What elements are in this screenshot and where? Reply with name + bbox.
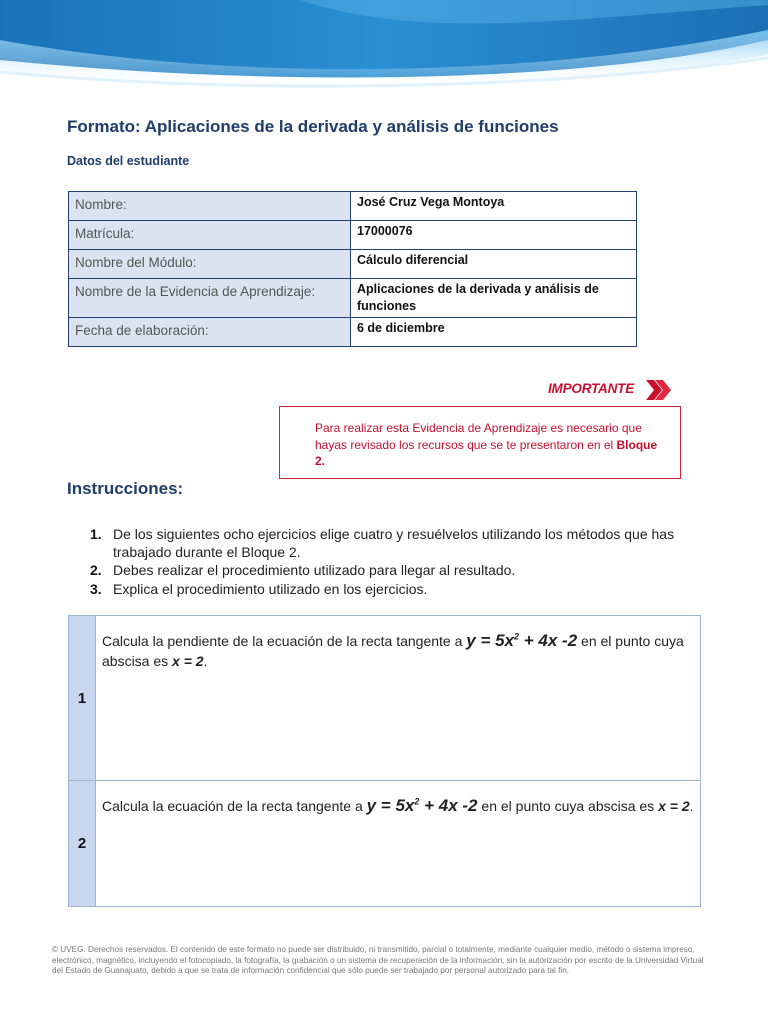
exercise-cell[interactable]	[96, 781, 701, 907]
equation-exponent: 2	[414, 796, 420, 807]
section-subtitle: Datos del estudiante	[67, 154, 190, 168]
exercise-text: Calcula la pendiente de la ecuación de la recta tangente a	[102, 633, 467, 649]
step-number: 3.	[90, 580, 102, 597]
equation-exponent: 2	[514, 631, 520, 642]
instructions-title: Instrucciones:	[67, 479, 184, 498]
exercise-cell[interactable]	[96, 616, 701, 781]
row-value[interactable]: Aplicaciones de la derivada y análisis de funciones	[351, 279, 637, 318]
exercises-table	[68, 615, 701, 907]
row-label: Nombre del Módulo:	[69, 250, 351, 279]
step-number: 1.	[90, 526, 102, 542]
table-row	[69, 192, 637, 221]
list-item	[90, 581, 700, 599]
equation-rest: + 4x -2	[419, 796, 478, 815]
list-item	[90, 562, 700, 580]
table-row	[69, 279, 637, 318]
notice-box	[279, 406, 681, 479]
equation-main: y = 5x	[366, 796, 415, 815]
exercise-end: .	[689, 798, 694, 814]
table-row	[69, 221, 637, 250]
copyright-footer: © UVEG. Derechos reservados. El contenido de este formato no puede ser distribuido, ni transmitido, parcial o totalmente, mediante cualquier medio, método o sistema impreso, electrónico, magnético, incluyendo el fotocopiado, la fotografía, la grabación o un sistema de recuperación de la información, sin la autorización por escrito de la Universidad Virtual del Estado de Guanajuato, debido a que se trata de información confidencial que sólo puede ser trabajado por personal autorizado para tal fin.	[52, 945, 704, 976]
double-chevron-icon	[645, 378, 673, 402]
equation	[466, 631, 577, 650]
point-value: x = 2	[658, 798, 690, 814]
row-label: Nombre de la Evidencia de Aprendizaje:	[69, 279, 351, 318]
equation-rest: + 4x -2	[519, 631, 578, 650]
step-number: 2.	[90, 562, 102, 578]
step-text: De los siguientes ocho ejercicios elige cuatro y resuélvelos utilizando los métodos que has trabajado durante el Bloque 2.	[113, 526, 675, 560]
header-banner	[0, 0, 768, 92]
exercise-text: Calcula la ecuación de la recta tangente a	[102, 798, 367, 814]
notice-text: Para realizar esta Evidencia de Aprendizaje es necesario que hayas revisado los recursos que se te presentaron en el	[315, 421, 642, 452]
row-value[interactable]: 17000076	[351, 221, 637, 250]
list-item	[90, 526, 700, 561]
step-text: Explica el procedimiento utilizado en los ejercicios.	[113, 580, 428, 597]
row-label: Nombre:	[69, 192, 351, 221]
row-value[interactable]: José Cruz Vega Montoya	[351, 192, 637, 221]
exercise-number: 1	[69, 616, 96, 781]
notice-bold: Bloque 2.	[315, 437, 658, 469]
row-label: Fecha de elaboración:	[69, 318, 351, 347]
exercise-text: en el punto cuya abscisa es	[477, 798, 659, 814]
exercise-end: .	[203, 653, 208, 670]
point-value: x = 2	[172, 653, 204, 670]
exercise-number: 2	[69, 781, 96, 907]
row-value[interactable]: 6 de diciembre	[351, 318, 637, 347]
row-label: Matrícula:	[69, 221, 351, 250]
equation	[367, 796, 478, 815]
instructions-list	[90, 526, 700, 599]
row-value[interactable]: Cálculo diferencial	[351, 250, 637, 279]
table-row	[69, 250, 637, 279]
step-text: Debes realizar el procedimiento utilizado para llegar al resultado.	[113, 562, 516, 578]
table-row	[69, 616, 701, 781]
page-title: Formato: Aplicaciones de la derivada y análisis de funciones	[67, 117, 559, 136]
table-row	[69, 781, 701, 907]
banner-graphic	[0, 0, 768, 92]
importante-badge: IMPORTANTE	[548, 381, 635, 396]
table-row	[69, 318, 637, 347]
equation-main: y = 5x	[466, 631, 515, 650]
exercise-text: en el punto cuya abscisa es	[102, 633, 684, 670]
student-data-table	[68, 191, 637, 347]
